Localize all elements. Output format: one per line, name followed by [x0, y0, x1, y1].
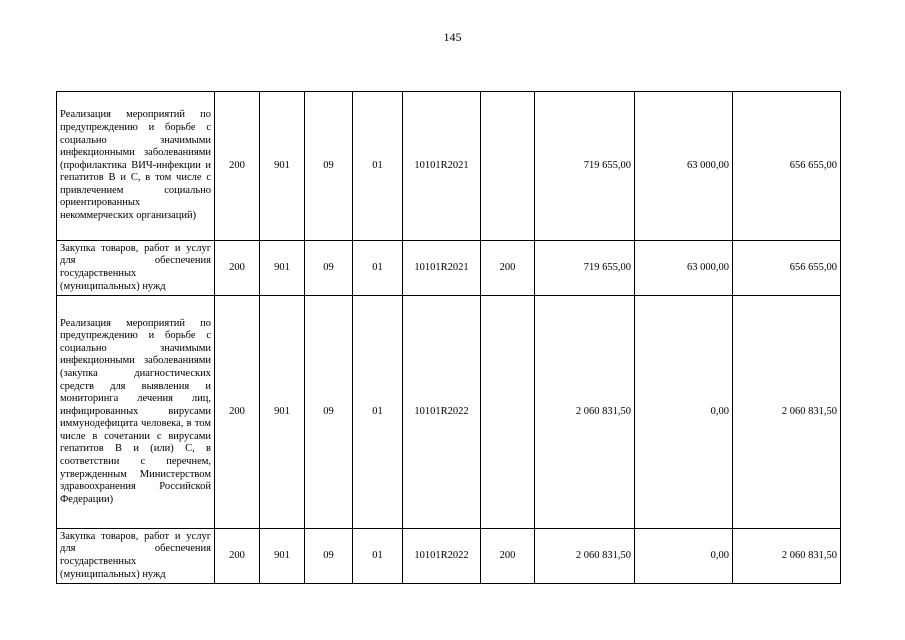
row-value-2: 0,00 — [635, 296, 733, 529]
row-code-5: 10101R2021 — [403, 241, 481, 296]
page-number: 145 — [443, 30, 462, 44]
row-description: Закупка товаров, работ и услуг для обеспечения государственных (муниципальных) нужд — [57, 529, 215, 584]
row-value-1: 719 655,00 — [535, 92, 635, 241]
row-code-2: 901 — [260, 92, 305, 241]
row-code-5: 10101R2021 — [403, 92, 481, 241]
row-code-5: 10101R2022 — [403, 296, 481, 529]
row-code-4: 01 — [353, 296, 403, 529]
table-row — [57, 241, 841, 296]
row-code-4: 01 — [353, 241, 403, 296]
row-description: Реализация мероприятий по предупреждению и борьбе с социально значимыми инфекционными заболеваниями (профилактика ВИЧ-инфекции и гепатитов В и С, в том числе с привлечением социально ориентированных некоммерческих организаций) — [57, 92, 215, 241]
row-code-2: 901 — [260, 296, 305, 529]
budget-table — [56, 91, 841, 584]
row-code-3: 09 — [305, 92, 353, 241]
row-value-2: 63 000,00 — [635, 241, 733, 296]
row-value-1: 719 655,00 — [535, 241, 635, 296]
row-description: Закупка товаров, работ и услуг для обеспечения государственных (муниципальных) нужд — [57, 241, 215, 296]
row-value-3: 656 655,00 — [733, 241, 841, 296]
row-code-2: 901 — [260, 241, 305, 296]
row-code-6: 200 — [481, 241, 535, 296]
row-code-3: 09 — [305, 296, 353, 529]
row-code-6 — [481, 92, 535, 241]
row-value-2: 63 000,00 — [635, 92, 733, 241]
row-code-1: 200 — [215, 241, 260, 296]
row-code-6: 200 — [481, 529, 535, 584]
row-value-3: 656 655,00 — [733, 92, 841, 241]
row-code-2: 901 — [260, 529, 305, 584]
row-code-5: 10101R2022 — [403, 529, 481, 584]
row-code-3: 09 — [305, 529, 353, 584]
row-value-1: 2 060 831,50 — [535, 529, 635, 584]
row-code-4: 01 — [353, 92, 403, 241]
row-description: Реализация мероприятий по предупреждению и борьбе с социально значимыми инфекционными заболеваниями (закупка диагностических средств для выявления и мониторинга лечения лиц, инфицированных вирусами иммунодефицита человека, в том числе в сочетании с вирусами гепатитов В и (или) С, в соответствии с перечнем, утвержденным Министерством здравоохранения Российской Федерации) — [57, 296, 215, 529]
row-code-4: 01 — [353, 529, 403, 584]
row-value-2: 0,00 — [635, 529, 733, 584]
row-code-6 — [481, 296, 535, 529]
row-value-1: 2 060 831,50 — [535, 296, 635, 529]
table-row — [57, 296, 841, 529]
table-row — [57, 529, 841, 584]
row-code-1: 200 — [215, 92, 260, 241]
table-row — [57, 92, 841, 241]
row-value-3: 2 060 831,50 — [733, 529, 841, 584]
row-code-1: 200 — [215, 529, 260, 584]
row-code-3: 09 — [305, 241, 353, 296]
row-value-3: 2 060 831,50 — [733, 296, 841, 529]
row-code-1: 200 — [215, 296, 260, 529]
